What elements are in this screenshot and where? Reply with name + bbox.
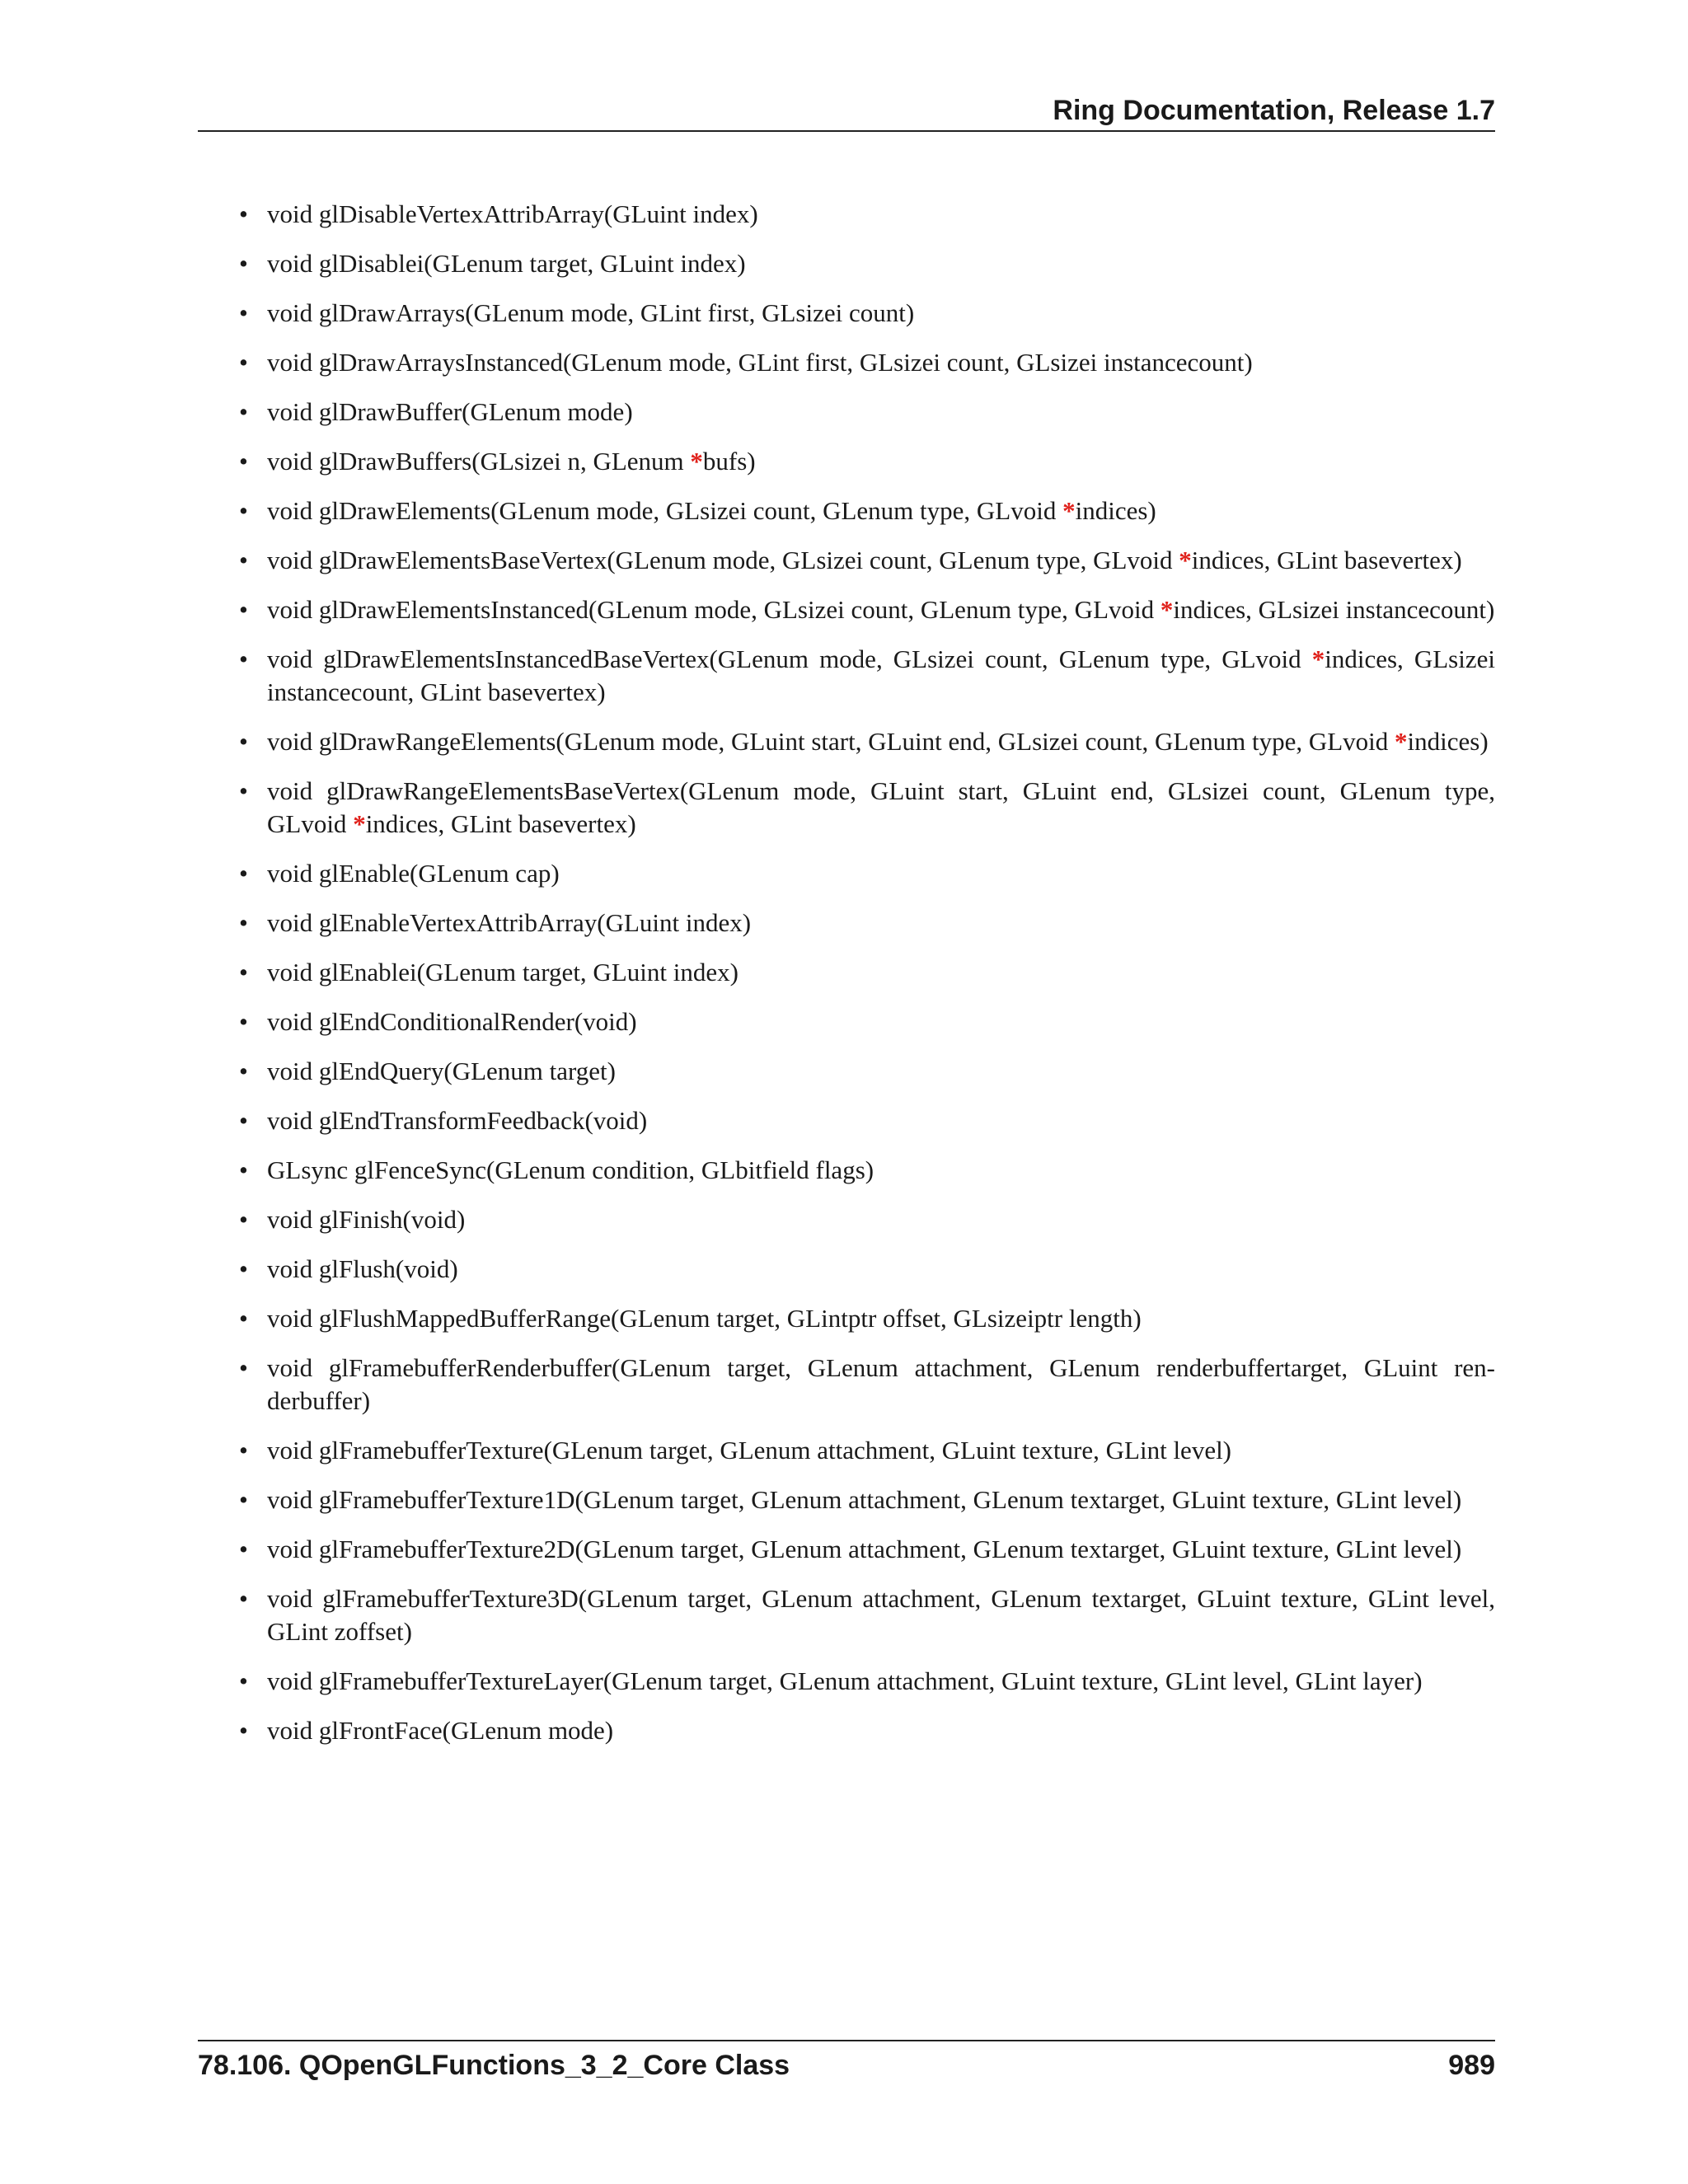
- list-item: [239, 396, 1495, 429]
- signature-text: void glFramebufferTexture1D(GLenum target, GLenum attachment, GLenum textarget, GLuint texture, GLint level): [267, 1485, 1462, 1514]
- header-divider: [198, 130, 1495, 132]
- signature-text: void glFramebufferTextureLayer(GLenum target, GLenum attachment, GLuint texture, GLint level, GLint layer): [267, 1666, 1423, 1695]
- list-item: [239, 494, 1495, 527]
- function-signature: [267, 644, 1495, 706]
- function-signature: [267, 298, 914, 327]
- header-title: Ring Documentation, Release 1.7: [1053, 95, 1495, 126]
- bullet-marker: •: [239, 1106, 248, 1135]
- signature-text: void glDisableVertexAttribArray(GLuint index): [267, 199, 758, 228]
- pointer-star: *: [353, 809, 366, 838]
- list-item: [239, 198, 1495, 231]
- signature-text: void glEnableVertexAttribArray(GLuint index): [267, 908, 752, 937]
- function-signature: [267, 546, 1462, 574]
- list-item: [239, 346, 1495, 379]
- function-signature: [267, 1436, 1231, 1465]
- signature-text: void glDrawRangeElements(GLenum mode, GLuint start, GLuint end, GLsizei count, GLenum type, GLvoid: [267, 727, 1395, 756]
- signature-text: void glDrawBuffer(GLenum mode): [267, 397, 633, 426]
- signature-text: void glFlushMappedBufferRange(GLenum target, GLintptr offset, GLsizeiptr length): [267, 1304, 1142, 1333]
- signature-text: void glDrawBuffers(GLsizei n, GLenum: [267, 447, 691, 476]
- function-signature: [267, 1057, 616, 1085]
- list-item: [239, 907, 1495, 940]
- function-signature: [267, 908, 751, 937]
- bullet-marker: •: [239, 1485, 248, 1514]
- signature-text: indices, GLsizei instancecount, GLint basevertex): [267, 644, 1495, 706]
- bullet-marker: •: [239, 397, 248, 426]
- function-signature: [267, 1666, 1423, 1695]
- signature-text: bufs): [702, 447, 756, 476]
- bullet-marker: •: [239, 1205, 248, 1234]
- signature-text: indices, GLint basevertex): [365, 809, 636, 838]
- function-signature: [267, 447, 756, 476]
- signature-text: void glFinish(void): [267, 1205, 466, 1234]
- page-number: 989: [1448, 2050, 1495, 2081]
- bullet-marker: •: [239, 546, 248, 574]
- signature-text: void glDisablei(GLenum target, GLuint index): [267, 249, 746, 278]
- list-item: [239, 1055, 1495, 1088]
- pointer-star: *: [1179, 546, 1192, 574]
- footer-section-title: 78.106. QOpenGLFunctions_3_2_Core Class: [198, 2050, 790, 2081]
- bullet-marker: •: [239, 595, 248, 624]
- function-signature: [267, 1716, 613, 1745]
- function-signature: [267, 1353, 1495, 1415]
- list-item: [239, 593, 1495, 626]
- signature-text: void glFlush(void): [267, 1254, 458, 1283]
- list-item: [239, 1203, 1495, 1236]
- function-signature: [267, 1007, 637, 1036]
- pointer-star: *: [1062, 496, 1076, 525]
- bullet-marker: •: [239, 908, 248, 937]
- bullet-marker: •: [239, 958, 248, 987]
- bullet-marker: •: [239, 1057, 248, 1085]
- function-signature: [267, 1304, 1142, 1333]
- signature-text: void glEnable(GLenum cap): [267, 859, 560, 888]
- signature-text: indices): [1075, 496, 1156, 525]
- function-signature: [267, 958, 738, 987]
- bullet-marker: •: [239, 1007, 248, 1036]
- signature-text: void glEndQuery(GLenum target): [267, 1057, 616, 1085]
- list-item: [239, 297, 1495, 330]
- signature-text: void glFramebufferTexture(GLenum target, GLenum attachment, GLuint texture, GLint level): [267, 1436, 1232, 1465]
- running-header: [198, 92, 1495, 129]
- list-item: [239, 1154, 1495, 1187]
- list-item: [239, 1253, 1495, 1286]
- function-signature: [267, 776, 1495, 838]
- list-item: [239, 1582, 1495, 1648]
- signature-text: void glDrawElements(GLenum mode, GLsizei count, GLenum type, GLvoid: [267, 496, 1063, 525]
- list-item: [239, 643, 1495, 709]
- function-signature: [267, 1584, 1495, 1646]
- function-signature: [267, 397, 633, 426]
- pointer-star: *: [690, 447, 703, 476]
- bullet-marker: •: [239, 1535, 248, 1563]
- signature-text: void glDrawArraysInstanced(GLenum mode, GLint first, GLsizei count, GLsizei instancecount): [267, 348, 1253, 377]
- function-signature: [267, 348, 1253, 377]
- bullet-marker: •: [239, 298, 248, 327]
- bullet-marker: •: [239, 1584, 248, 1613]
- signature-text: void glFramebufferTexture2D(GLenum target, GLenum attachment, GLenum textarget, GLuint texture, GLint level): [267, 1535, 1462, 1563]
- function-signature: [267, 249, 746, 278]
- pointer-star: *: [1311, 644, 1325, 673]
- signature-text: void glFramebufferTexture3D(GLenum target, GLenum attachment, GLenum textarget, GLuint texture, GLint level, GLint zoffset): [267, 1584, 1495, 1646]
- bullet-marker: •: [239, 348, 248, 377]
- bullet-marker: •: [239, 727, 248, 756]
- signature-text: void glDrawArrays(GLenum mode, GLint first, GLsizei count): [267, 298, 915, 327]
- bullet-marker: •: [239, 249, 248, 278]
- bullet-marker: •: [239, 776, 248, 805]
- list-item: [239, 1352, 1495, 1418]
- list-item: [239, 544, 1495, 577]
- list-item: [239, 725, 1495, 758]
- function-signature: [267, 1106, 647, 1135]
- function-signature: [267, 199, 758, 228]
- bullet-marker: •: [239, 1666, 248, 1695]
- list-item: [239, 1483, 1495, 1516]
- bullet-marker: •: [239, 1254, 248, 1283]
- function-signature: [267, 496, 1156, 525]
- signature-text: void glFrontFace(GLenum mode): [267, 1716, 614, 1745]
- function-signature: [267, 859, 560, 888]
- bullet-marker: •: [239, 644, 248, 673]
- bullet-marker: •: [239, 1304, 248, 1333]
- pointer-star: *: [1395, 727, 1408, 756]
- function-list: [239, 198, 1495, 1764]
- signature-text: GLsync glFenceSync(GLenum condition, GLbitfield flags): [267, 1155, 874, 1184]
- list-item: [239, 1665, 1495, 1698]
- list-item: [239, 1104, 1495, 1137]
- footer-divider: [198, 2040, 1495, 2041]
- signature-text: void glEndTransformFeedback(void): [267, 1106, 648, 1135]
- list-item: [239, 1714, 1495, 1747]
- function-signature: [267, 595, 1494, 624]
- list-item: [239, 857, 1495, 890]
- bullet-marker: •: [239, 1155, 248, 1184]
- pointer-star: *: [1160, 595, 1174, 624]
- list-item: [239, 1533, 1495, 1566]
- signature-text: void glDrawElementsInstancedBaseVertex(GLenum mode, GLsizei count, GLenum type, GLvoid: [267, 644, 1312, 673]
- signature-text: indices): [1407, 727, 1489, 756]
- bullet-marker: •: [239, 859, 248, 888]
- function-signature: [267, 1485, 1461, 1514]
- signature-text: void glDrawElementsBaseVertex(GLenum mode, GLsizei count, GLenum type, GLvoid: [267, 546, 1179, 574]
- signature-text: void glEnablei(GLenum target, GLuint index): [267, 958, 738, 987]
- bullet-marker: •: [239, 199, 248, 228]
- list-item: [239, 247, 1495, 280]
- function-signature: [267, 1254, 458, 1283]
- signature-text: indices, GLint basevertex): [1191, 546, 1462, 574]
- list-item: [239, 1434, 1495, 1467]
- list-item: [239, 445, 1495, 478]
- bullet-marker: •: [239, 496, 248, 525]
- bullet-marker: •: [239, 1716, 248, 1745]
- signature-text: void glDrawElementsInstanced(GLenum mode, GLsizei count, GLenum type, GLvoid: [267, 595, 1160, 624]
- function-signature: [267, 1155, 874, 1184]
- bullet-marker: •: [239, 447, 248, 476]
- list-item: [239, 1302, 1495, 1335]
- signature-text: void glFramebufferRenderbuffer(GLenum target, GLenum attachment, GLenum renderbuffertarget, GLuint renderbuffer): [267, 1353, 1495, 1415]
- bullet-marker: •: [239, 1353, 248, 1382]
- function-signature: [267, 727, 1489, 756]
- signature-text: void glEndConditionalRender(void): [267, 1007, 637, 1036]
- bullet-marker: •: [239, 1436, 248, 1465]
- function-signature: [267, 1535, 1461, 1563]
- signature-text: indices, GLsizei instancecount): [1173, 595, 1495, 624]
- signature-text: void glDrawRangeElementsBaseVertex(GLenum mode, GLuint start, GLuint end, GLsizei count, GLenum type, GLvoid: [267, 776, 1495, 838]
- list-item: [239, 1005, 1495, 1038]
- list-item: [239, 956, 1495, 989]
- function-signature: [267, 1205, 465, 1234]
- list-item: [239, 775, 1495, 841]
